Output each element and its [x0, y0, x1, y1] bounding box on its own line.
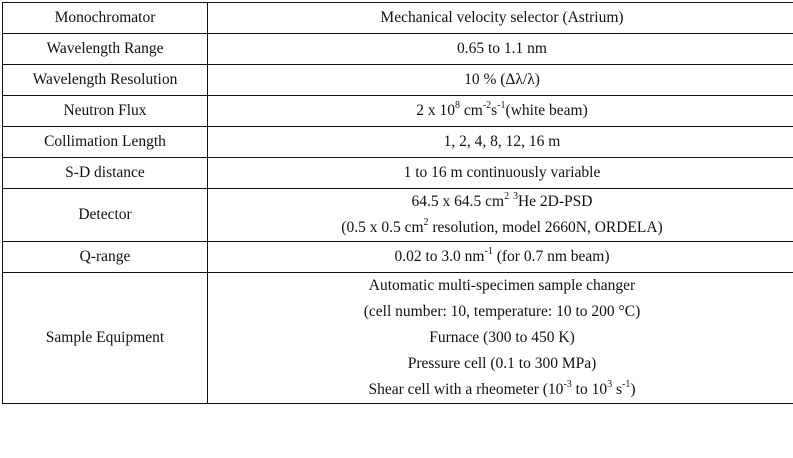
table-row — [3, 242, 793, 273]
table-row — [3, 127, 793, 158]
row-value: 10 % (Δλ/λ) — [208, 65, 793, 96]
row-label: Monochromator — [3, 3, 208, 34]
table-row — [3, 34, 793, 65]
row-value: 2 x $10^8$ $cm^{-2}s^{-1}(white$ beam) — [208, 96, 793, 127]
detector-line-1: 64.5 x 64.5 $cm^2$ $^3$He 2D-PSD — [411, 190, 593, 210]
row-label: Collimation Length — [3, 127, 208, 158]
table-row — [3, 65, 793, 96]
equipment-line: Pressure cell (0.1 to 300 MPa) — [407, 355, 597, 372]
equipment-line: Shear cell with a rheometer ($10^{-3}$ to $10^3$ $s^{-1}$) — [368, 378, 636, 398]
row-value: 1 to 16 m continuously variable — [208, 158, 793, 189]
row-value: 1, 2, 4, 8, 12, 16 m — [208, 127, 793, 158]
row-label: S-D distance — [3, 158, 208, 189]
row-value — [208, 189, 793, 242]
equipment-line: Furnace (300 to 450 K) — [429, 329, 575, 346]
detector-line-2: (0.5 x 0.5 $cm^2$ resolution, model 2660N, ORDELA) — [341, 216, 663, 236]
equipment-line: (cell number: 10, temperature: 10 to 200 °C) — [363, 303, 641, 320]
table-row — [3, 96, 793, 127]
specifications-table — [2, 2, 793, 404]
row-value — [208, 273, 793, 404]
table-row — [3, 3, 793, 34]
row-label: Wavelength Range — [3, 34, 208, 65]
row-value: 0.65 to 1.1 nm — [208, 34, 793, 65]
equipment-line: Automatic multi-specimen sample changer — [368, 277, 636, 294]
table-row — [3, 158, 793, 189]
row-label: Sample Equipment — [3, 273, 208, 404]
row-label: Wavelength Resolution — [3, 65, 208, 96]
row-value: 0.02 to 3.0 $nm^{-1}$ (for 0.7 nm beam) — [208, 242, 793, 273]
table-row — [3, 273, 793, 404]
row-label: Neutron Flux — [3, 96, 208, 127]
row-value: Mechanical velocity selector (Astrium) — [208, 3, 793, 34]
row-label: Detector — [3, 189, 208, 242]
row-label: Q-range — [3, 242, 208, 273]
table-row — [3, 189, 793, 242]
